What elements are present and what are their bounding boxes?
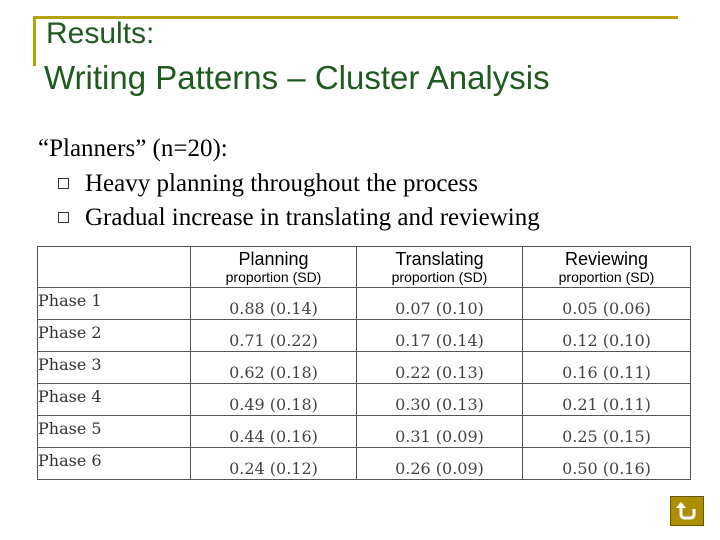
planning-cell: 0.44 (0.16) — [191, 416, 357, 448]
column-subtitle: proportion (SD) — [225, 269, 322, 285]
translating-cell: 0.17 (0.14) — [357, 320, 523, 352]
column-subtitle: proportion (SD) — [558, 269, 655, 285]
table-row — [38, 448, 691, 480]
planning-cell: 0.49 (0.18) — [191, 384, 357, 416]
translating-cell: 0.07 (0.10) — [357, 288, 523, 320]
column-title: Reviewing — [564, 249, 649, 269]
reviewing-cell: 0.05 (0.06) — [523, 288, 691, 320]
column-header-planning — [191, 247, 357, 288]
reviewing-cell: 0.25 (0.15) — [523, 416, 691, 448]
translating-cell: 0.22 (0.13) — [357, 352, 523, 384]
table-row — [38, 320, 691, 352]
translating-cell: 0.30 (0.13) — [357, 384, 523, 416]
bullet-item — [58, 204, 540, 232]
slide-title-line1: Results: — [46, 17, 155, 50]
reviewing-cell: 0.16 (0.11) — [523, 352, 691, 384]
return-button[interactable] — [670, 496, 704, 526]
reviewing-cell: 0.21 (0.11) — [523, 384, 691, 416]
table-row — [38, 384, 691, 416]
checkbox-bullet-icon — [58, 178, 69, 189]
return-arrow-icon — [675, 500, 699, 522]
table-row — [38, 352, 691, 384]
phase-label: Phase 1 — [38, 288, 191, 320]
planners-heading: “Planners” (n=20): — [38, 135, 228, 162]
bullet-item — [58, 170, 478, 198]
phase-label: Phase 2 — [38, 320, 191, 352]
table-header-row — [38, 247, 691, 288]
column-title: Planning — [238, 249, 309, 269]
phase-label: Phase 6 — [38, 448, 191, 480]
column-title: Translating — [395, 249, 484, 269]
header-corner — [38, 247, 191, 288]
planning-cell: 0.88 (0.14) — [191, 288, 357, 320]
phase-label: Phase 3 — [38, 352, 191, 384]
planning-cell: 0.24 (0.12) — [191, 448, 357, 480]
title-frame-left — [33, 16, 36, 66]
table-row — [38, 288, 691, 320]
reviewing-cell: 0.50 (0.16) — [523, 448, 691, 480]
phase-label: Phase 5 — [38, 416, 191, 448]
translating-cell: 0.26 (0.09) — [357, 448, 523, 480]
bullet-text: Heavy planning throughout the process — [85, 170, 478, 197]
phase-label: Phase 4 — [38, 384, 191, 416]
translating-cell: 0.31 (0.09) — [357, 416, 523, 448]
column-header-reviewing — [523, 247, 691, 288]
planning-cell: 0.62 (0.18) — [191, 352, 357, 384]
planning-cell: 0.71 (0.22) — [191, 320, 357, 352]
checkbox-bullet-icon — [58, 212, 69, 223]
reviewing-cell: 0.12 (0.10) — [523, 320, 691, 352]
proportions-table — [37, 246, 691, 480]
column-header-translating — [357, 247, 523, 288]
table-row — [38, 416, 691, 448]
column-subtitle: proportion (SD) — [391, 269, 488, 285]
bullet-text: Gradual increase in translating and reviewing — [85, 204, 540, 231]
slide-title-line2: Writing Patterns – Cluster Analysis — [44, 59, 550, 96]
